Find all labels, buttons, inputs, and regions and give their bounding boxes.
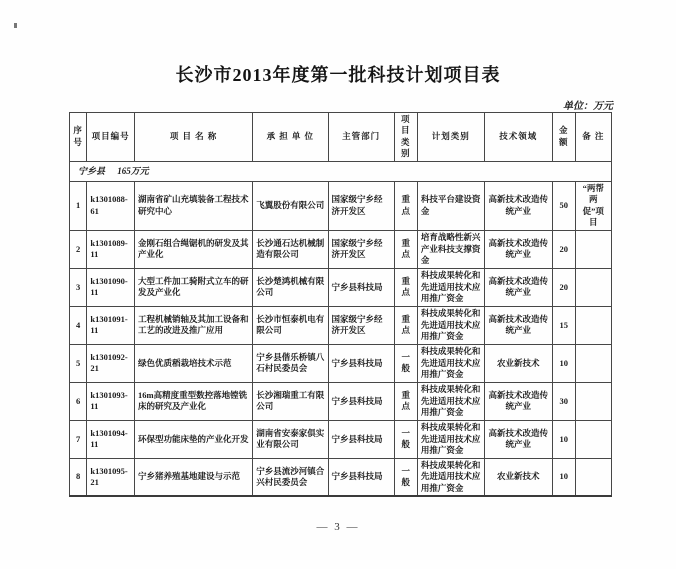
cell-code: k1301091-11: [87, 306, 135, 344]
cell-remark: [575, 230, 611, 268]
cell-plan-type: 科技成果转化和先进适用技术应用推广资金: [417, 382, 484, 420]
section-cell: [70, 161, 612, 181]
cell-seq: 1: [70, 181, 87, 230]
table-row: [70, 181, 612, 230]
cell-plan-type: 科技成果转化和先进适用技术应用推广资金: [417, 306, 484, 344]
cell-code: k1301088-61: [87, 181, 135, 230]
cell-department: 宁乡县科技局: [328, 420, 394, 458]
scan-artifact: [14, 23, 17, 28]
section-total: 165万元: [117, 166, 149, 177]
cell-plan-type: 科技成果转化和先进适用技术应用推广资金: [417, 458, 484, 496]
cell-code: k1301090-11: [87, 268, 135, 306]
cell-seq: 7: [70, 420, 87, 458]
page-title: 长沙市2013年度第一批科技计划项目表: [175, 65, 501, 85]
cell-category: 重点: [394, 306, 417, 344]
cell-remark: [575, 344, 611, 382]
cell-amount: 30: [552, 382, 575, 420]
cell-category: 重点: [394, 230, 417, 268]
section-region: 宁乡县: [78, 166, 106, 177]
page-number: — 3 —: [316, 521, 360, 533]
cell-plan-type: 科技平台建设资金: [417, 181, 484, 230]
cell-amount: 15: [552, 306, 575, 344]
cell-seq: 5: [70, 344, 87, 382]
projects-table: [69, 112, 612, 497]
cell-code: k1301095-21: [87, 458, 135, 496]
table-row: [70, 268, 612, 306]
cell-tech-field: 高新技术改造传统产业: [484, 420, 552, 458]
cell-remark: [575, 382, 611, 420]
cell-undertaker: 飞翼股份有限公司: [253, 181, 328, 230]
cell-undertaker: 长沙楚鸿机械有限公司: [253, 268, 328, 306]
cell-amount: 50: [552, 181, 575, 230]
col-header-department: 主管部门: [328, 113, 394, 162]
cell-seq: 6: [70, 382, 87, 420]
cell-department: 宁乡县科技局: [328, 382, 394, 420]
cell-remark: “两帮两促”项目: [575, 181, 611, 230]
cell-code: k1301093-11: [87, 382, 135, 420]
cell-tech-field: 高新技术改造传统产业: [484, 268, 552, 306]
cell-tech-field: 高新技术改造传统产业: [484, 181, 552, 230]
cell-name: 金刚石组合绳锯机的研发及其产业化: [135, 230, 253, 268]
cell-category: 重点: [394, 181, 417, 230]
cell-name: 大型工件加工骑附式立车的研发及产业化: [135, 268, 253, 306]
cell-amount: 10: [552, 458, 575, 496]
cell-undertaker: 宁乡县偕乐桥镇八石村民委员会: [253, 344, 328, 382]
cell-amount: 10: [552, 420, 575, 458]
table-row: [70, 306, 612, 344]
cell-seq: 8: [70, 458, 87, 496]
cell-undertaker: 长沙通石达机械制造有限公司: [253, 230, 328, 268]
cell-tech-field: 农业新技术: [484, 344, 552, 382]
cell-tech-field: 农业新技术: [484, 458, 552, 496]
cell-tech-field: 高新技术改造传统产业: [484, 230, 552, 268]
table-row: [70, 382, 612, 420]
cell-amount: 20: [552, 268, 575, 306]
cell-seq: 3: [70, 268, 87, 306]
table-row: [70, 344, 612, 382]
cell-category: 重点: [394, 268, 417, 306]
cell-plan-type: 科技成果转化和先进适用技术应用推广资金: [417, 420, 484, 458]
col-header-seq: 序号: [70, 113, 87, 162]
cell-undertaker: 宁乡县流沙河镇合兴村民委员会: [253, 458, 328, 496]
cell-category: 重点: [394, 382, 417, 420]
cell-name: 16m高精度重型数控落地镗铣床的研究及产业化: [135, 382, 253, 420]
cell-remark: [575, 458, 611, 496]
cell-tech-field: 高新技术改造传统产业: [484, 382, 552, 420]
cell-department: 宁乡县科技局: [328, 268, 394, 306]
cell-name: 绿色优质稻栽培技术示范: [135, 344, 253, 382]
cell-category: 一般: [394, 344, 417, 382]
cell-plan-type: 科技成果转化和先进适用技术应用推广资金: [417, 268, 484, 306]
cell-remark: [575, 306, 611, 344]
col-header-name: 项 目 名 称: [135, 113, 253, 162]
cell-department: 国家级宁乡经济开发区: [328, 230, 394, 268]
cell-name: 宁乡猪养殖基地建设与示范: [135, 458, 253, 496]
cell-tech-field: 高新技术改造传统产业: [484, 306, 552, 344]
cell-category: 一般: [394, 458, 417, 496]
col-header-remark: 备 注: [575, 113, 611, 162]
cell-code: k1301094-11: [87, 420, 135, 458]
cell-seq: 2: [70, 230, 87, 268]
header-row: [70, 113, 612, 162]
col-header-amount: 金额: [552, 113, 575, 162]
cell-name: 湖南省矿山充填装备工程技术研究中心: [135, 181, 253, 230]
cell-category: 一般: [394, 420, 417, 458]
table-row: [70, 458, 612, 496]
unit-label: 单位：万元: [563, 101, 613, 112]
cell-department: 宁乡县科技局: [328, 458, 394, 496]
col-header-code: 项目编号: [87, 113, 135, 162]
cell-undertaker: 湖南省安泰家俱实业有限公司: [253, 420, 328, 458]
cell-remark: [575, 268, 611, 306]
col-header-tech-field: 技术领域: [484, 113, 552, 162]
cell-remark: [575, 420, 611, 458]
table-row: [70, 420, 612, 458]
col-header-undertaker: 承 担 单 位: [253, 113, 328, 162]
cell-amount: 10: [552, 344, 575, 382]
col-header-plan-type: 计划类别: [417, 113, 484, 162]
section-row: [70, 161, 612, 181]
cell-plan-type: 科技成果转化和先进适用技术应用推广资金: [417, 344, 484, 382]
cell-undertaker: 长沙市恒泰机电有限公司: [253, 306, 328, 344]
cell-plan-type: 培育战略性新兴产业科技支撑资金: [417, 230, 484, 268]
cell-name: 工程机械销轴及其加工设备和工艺的改进及推广应用: [135, 306, 253, 344]
col-header-category: 项目类别: [394, 113, 417, 162]
cell-name: 环保型功能床垫的产业化开发: [135, 420, 253, 458]
cell-amount: 20: [552, 230, 575, 268]
cell-code: k1301089-11: [87, 230, 135, 268]
cell-department: 国家级宁乡经济开发区: [328, 306, 394, 344]
cell-undertaker: 长沙湘瑞重工有限公司: [253, 382, 328, 420]
cell-code: k1301092-21: [87, 344, 135, 382]
cell-department: 国家级宁乡经济开发区: [328, 181, 394, 230]
cell-department: 宁乡县科技局: [328, 344, 394, 382]
table-row: [70, 230, 612, 268]
cell-seq: 4: [70, 306, 87, 344]
